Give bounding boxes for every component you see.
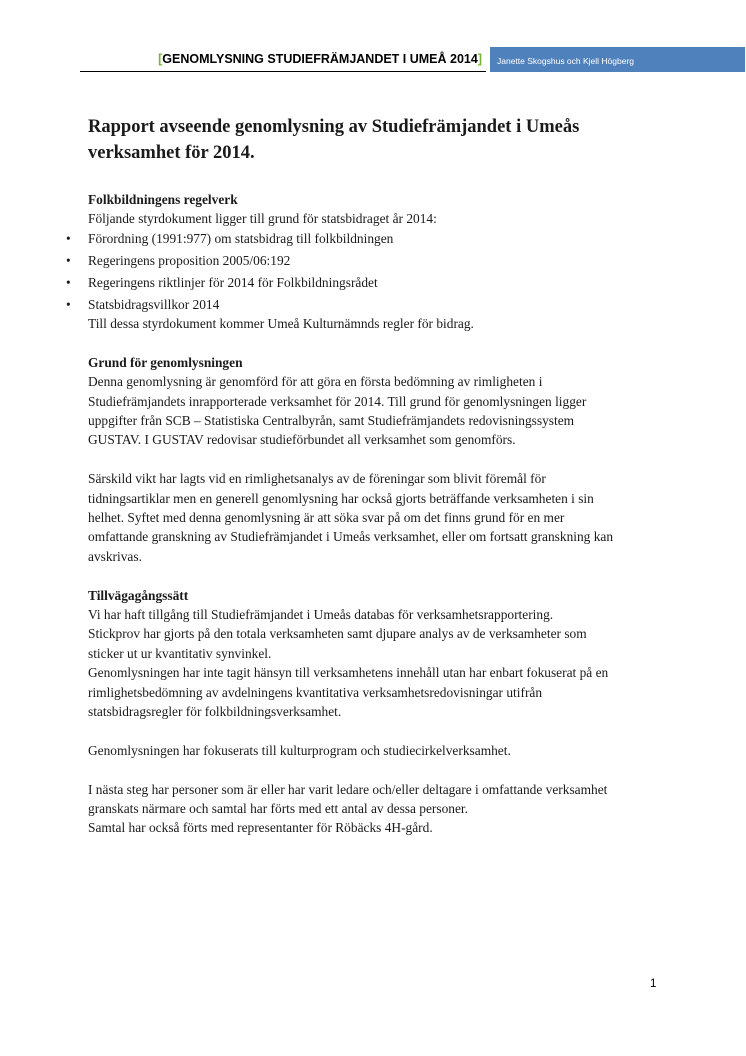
header-bracket-close: ] <box>477 52 482 66</box>
tillvagagangssatt-paragraph-3 <box>88 780 668 838</box>
list-item-text: Regeringens riktlinjer för 2014 för Folkbildningsrådet <box>88 274 378 290</box>
section-heading-tillvagagangssatt: Tillvägagångssätt <box>88 587 189 603</box>
text-line: Stickprov har gjorts på den totala verksamheten samt djupare analys av de verksamheter som <box>88 626 587 642</box>
text-line: Samtal har också förts med representanter för Röbäcks 4H-gård. <box>88 820 433 836</box>
list-item <box>66 295 668 334</box>
page-header <box>80 44 665 72</box>
text-line: Genomlysningen har inte tagit hänsyn till verksamhetens innehåll utan har enbart fokuserat på en <box>88 665 609 681</box>
page-number: 1 <box>650 978 657 990</box>
text-line: sticker ut ur kvantitativ synvinkel. <box>88 645 272 661</box>
text-line: Särskild vikt har lagts vid en rimlighetsanalys av de föreningar som blivit föremål för <box>88 471 546 487</box>
header-bracket-open: [ <box>158 52 163 66</box>
list-item-text: Statsbidragsvillkor 2014 <box>88 296 220 312</box>
regelverk-bullet-list <box>66 229 668 334</box>
list-item-text: Regeringens proposition 2005/06:192 <box>88 252 291 268</box>
bullet-icon: • <box>66 230 71 246</box>
section-heading-regelverk: Folkbildningens regelverk <box>88 192 238 207</box>
header-authors: Janette Skogshus och Kjell Högberg <box>490 47 745 72</box>
tillvagagangssatt-paragraph-2: Genomlysningen har fokuserats till kulturprogram och studiecirkelverksamhet. <box>88 742 511 758</box>
grund-paragraph-1 <box>88 372 668 450</box>
text-line: uppgifter från SCB – Statistiska Centralbyrån, samt Studiefrämjandets redovisningssystem <box>88 412 575 428</box>
text-line: tidningsartiklar men en generell genomlysning har också gjorts beträffande verksamheten i sin <box>88 490 594 506</box>
text-line: Vi har haft tillgång till Studiefrämjandet i Umeås databas för verksamhetsrapportering. <box>88 606 554 622</box>
text-line: I nästa steg har personer som är eller har varit ledare och/eller deltagare i omfattande verksamhet <box>88 781 608 797</box>
list-item-text: Förordning (1991:977) om statsbidrag till folkbildningen <box>88 230 394 246</box>
bullet-icon: • <box>66 252 71 268</box>
text-line: granskats närmare och samtal har förts med ett antal av dessa personer. <box>88 801 469 817</box>
text-line: rimlighetsbedömning av avdelningens kvantitativa verksamhetsredovisningar utifrån <box>88 684 543 700</box>
text-line: helhet. Syftet med denna genomlysning är att söka svar på om det finns grund för en mer <box>88 509 565 525</box>
text-line: Studiefrämjandets inrapporterade verksamhet för 2014. Till grund för genomlysningen ligger <box>88 393 587 409</box>
text-line: avskrivas. <box>88 548 142 564</box>
document-title <box>88 114 668 166</box>
regelverk-intro: Följande styrdokument ligger till grund för statsbidraget år 2014: <box>88 211 437 227</box>
header-title <box>80 44 486 72</box>
list-item <box>66 273 668 292</box>
list-item <box>66 229 668 248</box>
text-line: Denna genomlysning är genomförd för att göra en första bedömning av rimligheten i <box>88 374 543 390</box>
document-body <box>66 114 668 838</box>
list-item <box>66 251 668 270</box>
document-title-line-1: Rapport avseende genomlysning av Studiefrämjandet i Umeås <box>88 117 580 137</box>
tillvagagangssatt-paragraph-1 <box>88 605 668 721</box>
bullet-icon: • <box>66 274 71 290</box>
bullet-icon: • <box>66 296 71 312</box>
grund-paragraph-2 <box>88 469 668 566</box>
section-heading-grund: Grund för genomlysningen <box>88 354 243 370</box>
text-line: omfattande granskning av Studiefrämjandet i Umeås verksamhet, eller om fortsatt granskning kan <box>88 529 614 545</box>
document-title-line-2: verksamhet för 2014. <box>88 143 255 163</box>
header-title-text: GENOMLYSNING STUDIEFRÄMJANDET I UMEÅ 2014 <box>162 52 478 66</box>
text-line: GUSTAV. I GUSTAV redovisar studieförbundet all verksamhet som genomförs. <box>88 432 516 448</box>
text-line: statsbidragsregler för folkbildningsverksamhet. <box>88 704 342 720</box>
regelverk-outro: Till dessa styrdokument kommer Umeå Kulturnämnds regler för bidrag. <box>88 315 474 331</box>
